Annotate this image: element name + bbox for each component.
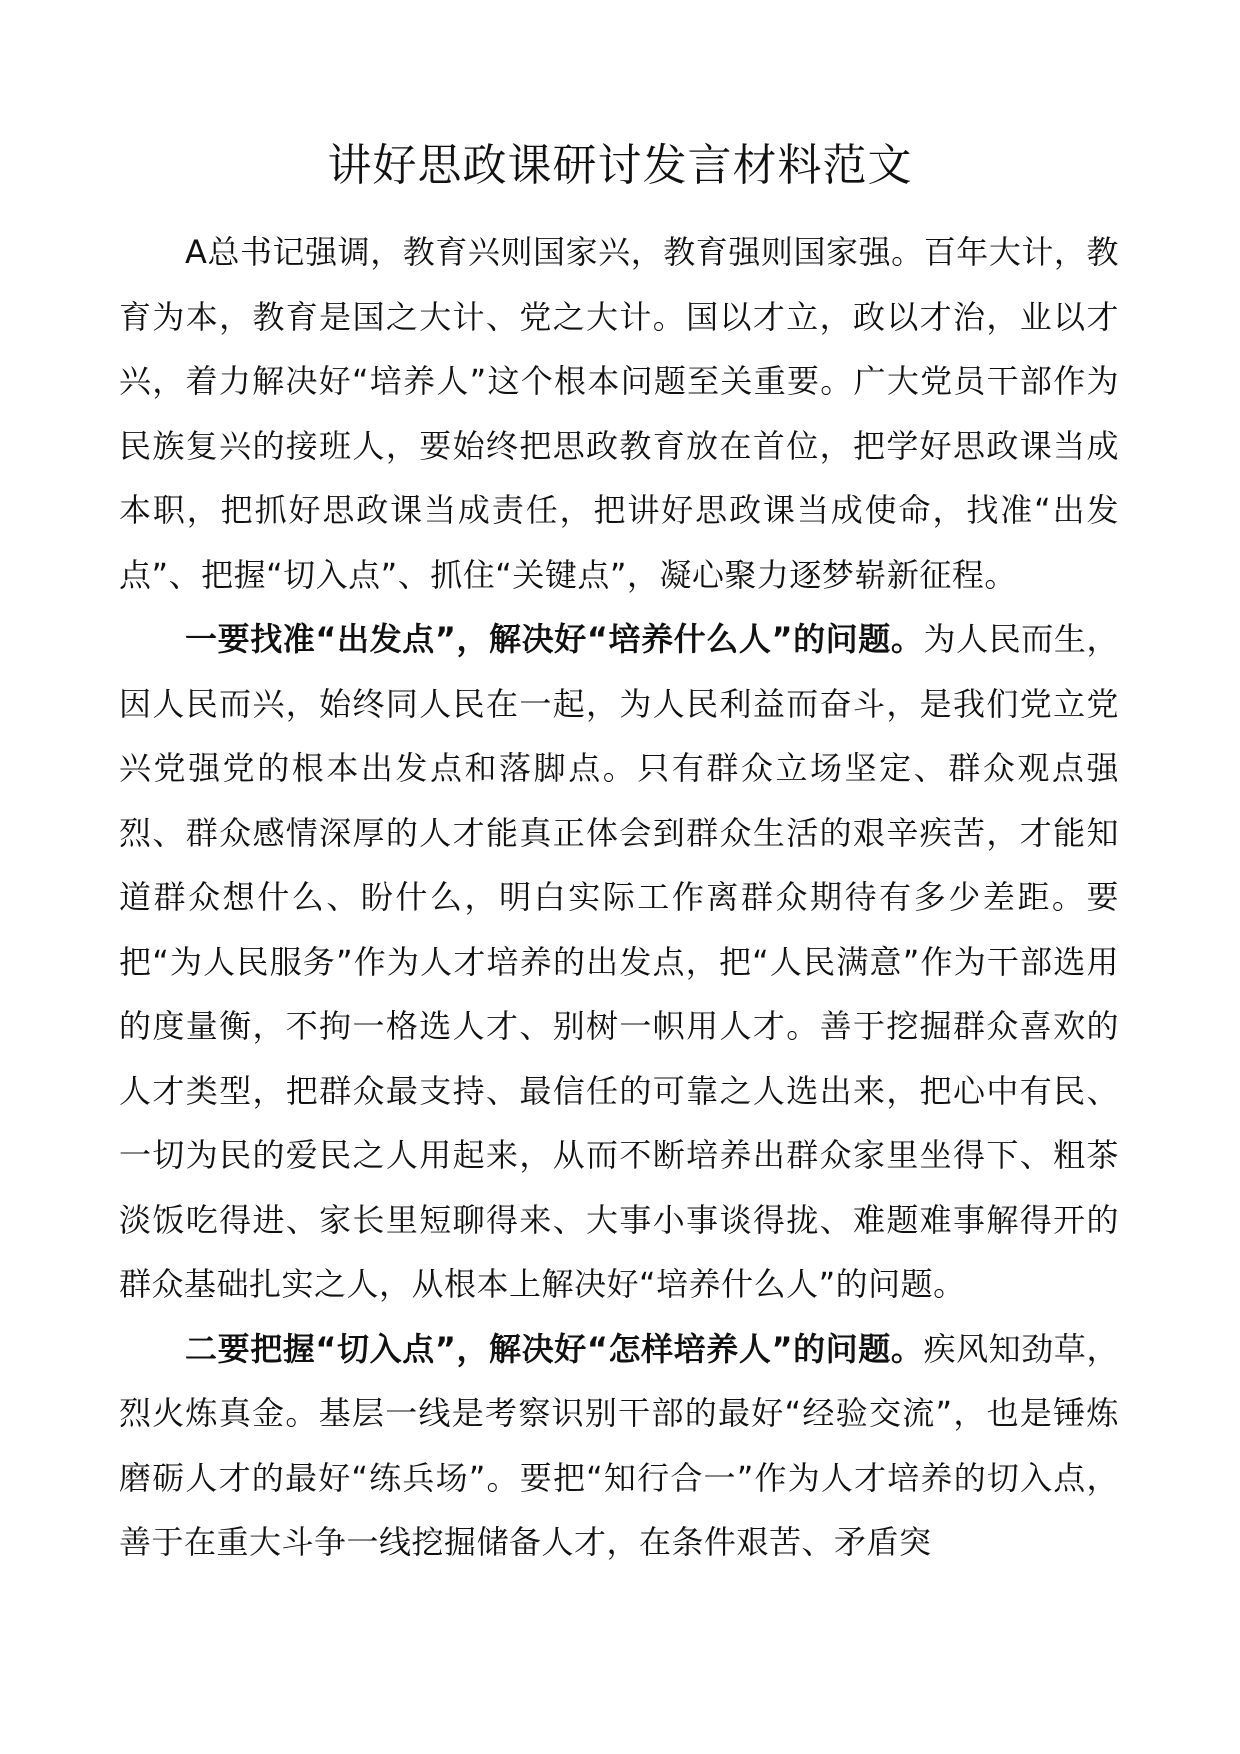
paragraph-text: A总书记强调，教育兴则国家兴，教育强则国家强。百年大计，教育为本，教育是国之大计、党之大计。国以才立，政以才治，业以才兴，着力解决好“培养人”这个根本问题至关重要。广大党员干部作为民族复兴的接班人，要始终把思政教育放在首位，把学好思政课当成本职，把抓好思政课当成责任，把讲好思政课当成使命，找准“出发点”、把握“切入点”、抓住“关键点”，凝心聚力逐梦崭新征程。 xyxy=(119,233,1119,594)
paragraph-lead: 二要把握“切入点”，解决好“怎样培养人”的问题。 xyxy=(185,1329,924,1368)
paragraph-text: 为人民而生，因人民而兴，始终同人民在一起，为人民利益而奋斗，是我们党立党兴党强党的根本出发点和落脚点。只有群众立场坚定、群众观点强烈、群众感情深厚的人才能真正体会到群众生活的艰辛疾苦，才能知道群众想什么、盼什么，明白实际工作离群众期待有多少差距。要把“为人民服务”作为人才培养的出发点，把“人民满意”作为干部选用的度量衡，不拘一格选人才、别树一帜用人才。善于挖掘群众喜欢的人才类型，把群众最支持、最信任的可靠之人选出来，把心中有民、一切为民的爱民之人用起来，从而不断培养出群众家里坐得下、粗茶淡饭吃得进、家长里短聊得来、大事小事谈得拢、难题难事解得开的群众基础扎实之人，从根本上解决好“培养什么人”的问题。 xyxy=(119,620,1119,1303)
paragraph-intro xyxy=(119,220,1119,607)
document-title: 讲好思政课研讨发言材料范文 xyxy=(327,140,913,191)
paragraph-point-one xyxy=(119,607,1119,1317)
paragraph-point-two xyxy=(119,1317,1119,1575)
document-body xyxy=(119,220,1119,1575)
paragraph-text: 疾风知劲草，烈火炼真金。基层一线是考察识别干部的最好“经验交流”，也是锤炼磨砺人才的最好“练兵场”。要把“知行合一”作为人才培养的切入点，善于在重大斗争一线挖掘储备人才，在条件艰苦、矛盾突 xyxy=(119,1329,1119,1561)
paragraph-lead: 一要找准“出发点”，解决好“培养什么人”的问题。 xyxy=(185,620,924,658)
